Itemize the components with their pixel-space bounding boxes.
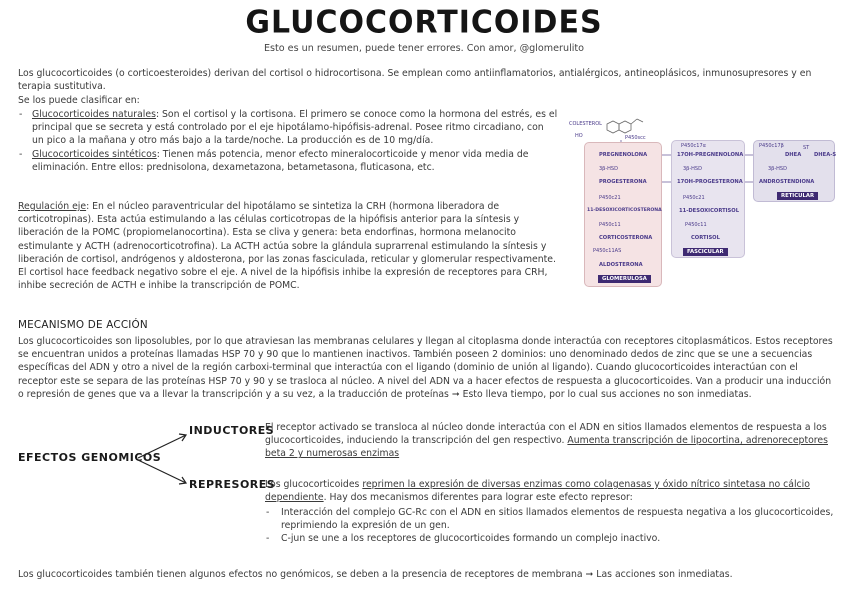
node-cortisol: CORTISOL	[691, 235, 720, 241]
naturales-text: : Son el cortisol y la cortisona. El primero se conoce como la hormona del estrés, es el principal que se secreta y está controlado por el eje hipotálamo-hipófisis-adrenal. Posee ritmo circadiano, con un pico a la mañana y otro más bajo a la tarde/noche. La producción es de 10 mg/día.	[32, 109, 558, 147]
ho-label: HO	[575, 133, 583, 139]
mecanismo-title: MECANISMO DE ACCIÓN	[18, 319, 148, 331]
enz-p450c21-g: P450c21	[599, 195, 621, 201]
represores-post: . Hay dos mecanismos diferentes para lograr este efecto represor:	[323, 492, 633, 504]
inductores-paragraph	[265, 421, 835, 461]
regulacion-paragraph	[18, 200, 558, 292]
list-item-sinteticos	[18, 148, 558, 174]
node-dhea-s: DHEA-S	[814, 152, 837, 158]
efectos-genomicos-label: EFECTOS GENOMICOS	[18, 451, 162, 464]
enz-3bhsd-r: 3β-HSD	[768, 166, 787, 172]
represores-underlined: reprimen la expresión de diversas enzimas como colagenasas y óxido nítrico sintetasa no cálcio dependiente	[265, 479, 810, 504]
represores-paragraph	[265, 478, 835, 504]
inductores-label: INDUCTORES	[189, 424, 275, 437]
enz-3bhsd-f: 3β-HSD	[683, 166, 702, 172]
steroidogenesis-diagram	[563, 118, 846, 294]
enz-p450c11as: P450c11AS	[593, 248, 622, 254]
intro-text: Los glucocorticoides (o corticoesteroides) derivan del cortisol o hidrocortisona. Se emplean como antiinflamatorios, antialérgicos, antineoplásicos, inmunosupresores y en terapia sustitutiva.	[18, 68, 812, 93]
tag-reticular: RETICULAR	[777, 192, 818, 200]
branch-arrows	[136, 430, 192, 488]
tag-fascicular: FASCICULAR	[683, 248, 728, 256]
classification-list	[18, 108, 558, 174]
classification-intro: Se los puede clasificar en:	[18, 95, 140, 106]
represores-label: REPRESORES	[189, 478, 276, 491]
enz-p450c11-g: P450c11	[599, 222, 621, 228]
node-progesterona: PROGESTERONA	[599, 179, 647, 185]
sinteticos-label: Glucocorticoides sintéticos	[32, 148, 157, 160]
regulacion-text: : En el núcleo paraventricular del hipotálamo se sintetiza la CRH (hormona liberadora de corticotropinas). Esta actúa estimulando a las células corticotropas de la hipófisis anterior para la síntesis y liberación de la POMC (propiomelanocortina). Esta se cliva y genera: beta endorfinas, hormona melanocito estimulante y ACTH (adrenocorticotrofina). La ACTH actúa sobre la glándula suprarrenal estimulando la síntesis y liberación de cortisol, andrógenos y aldosterona, por las zonas fasciculada, reticular y glomerular respectivamente. El cortisol hace feedback negativo sobre el eje. A nivel de la hipófisis inhibe la expresión de receptores para CRH, inhibe secreción de ACTH e inhibe la transcripción de POMC.	[18, 201, 556, 292]
node-17oh-pregnenolona: 17OH-PREGNENOLONA	[677, 152, 744, 158]
inductores-underlined: Aumenta transcripción de lipocortina, adrenoreceptores beta 2 y numerosas enzimas	[265, 435, 828, 460]
node-pregnenolona: PREGNENOLONA	[599, 152, 648, 158]
enz-p450c11-f: P450c11	[685, 222, 707, 228]
node-desoxicortisol: 11-DESOXICORTISOL	[679, 208, 740, 214]
colesterol-label: COLESTEROL	[569, 121, 602, 127]
tag-glomerulosa: GLOMERULOSA	[598, 275, 651, 283]
naturales-label: Glucocorticoides naturales	[32, 109, 156, 120]
enz-st: ST	[803, 145, 810, 151]
node-corticosterona: CORTICOSTERONA	[599, 235, 653, 241]
enz-p450c21-f: P450c21	[683, 195, 705, 201]
represores-pre: Los glucocorticoides	[265, 479, 363, 490]
p450scc-label: P450scc	[625, 135, 646, 141]
node-dhea: DHEA	[785, 152, 802, 158]
node-desoxicorticosterona: 11-DESOXICORTICOSTERONA	[587, 208, 662, 213]
list-item: - C-jun se une a los receptores de glucocorticoides formando un complejo inactivo.	[265, 532, 835, 545]
intro-paragraph	[18, 67, 833, 93]
mecanismo-paragraph: Los glucocorticoides son liposolubles, por lo que atraviesan las membranas celulares y llegan al citoplasma donde interactúa con receptores citoplasmáticos. Estos receptores se encuentran unidos a proteínas llamadas HSP 70 y 90 que lo mantienen inactivos. También poseen 2 dominios: uno denominado dedos de zinc que se une a secuencias específicas del ADN y otro a nivel de la región carboxi-terminal que interactúa con el ligando (dominio de unión al ligando). Cuando glucocorticoides interactúan con el receptor este se separa de las proteínas HSP 70 y 90 y se trasloca al núcleo. A nivel del ADN va a hacer efectos de respuesta a glucocorticoides. Van a producir una inducción o represión de genes que va a llevar la transcripción y a su vez, a la traducción de proteínas ➞ Esto lleva tiempo, por lo cual sus acciones no son inmediatas.	[18, 336, 833, 400]
inductores-text: El receptor activado se transloca al núcleo donde interactúa con el ADN en sitios llamados elementos de respuesta a los glucocorticoides, induciendo la transcripción del gen respectivo.	[265, 422, 827, 447]
node-aldosterona: ALDOSTERONA	[599, 262, 643, 268]
page-title: GLUCOCORTICOIDES	[245, 4, 603, 41]
node-androstendiona: ANDROSTENDIONA	[759, 179, 815, 185]
cholesterol-structure-icon	[607, 119, 643, 133]
footer-paragraph: Los glucocorticoides también tienen algunos efectos no genómicos, se deben a la presencia de receptores de membrana ➞ Las acciones son inmediatas.	[18, 569, 733, 580]
node-17oh-progesterona: 17OH-PROGESTERONA	[677, 179, 743, 185]
list-item: - Interacción del complejo GC-Rc con el ADN en sitios llamados elementos de respuesta negativa a los glucocorticoides, reprimiendo la expresión de un gen.	[265, 506, 835, 532]
sinteticos-text: : Tienen más potencia, menor efecto mineralocorticoide y menor vida media de eliminación. Entre ellos: prednisolona, dexametazona, betametasona, fluticasona, etc.	[32, 148, 529, 173]
regulacion-label: Regulación eje	[18, 201, 87, 212]
enz-3bhsd-g: 3β-HSD	[599, 166, 618, 172]
page-subtitle: Esto es un resumen, puede tener errores. Con amor, @glomerulito	[263, 43, 585, 54]
enz-p450c17a: P450c17α	[681, 143, 706, 149]
represores-list	[265, 506, 835, 546]
list-item-naturales	[18, 108, 558, 148]
enz-p450c17b: P450c17β	[759, 143, 784, 149]
